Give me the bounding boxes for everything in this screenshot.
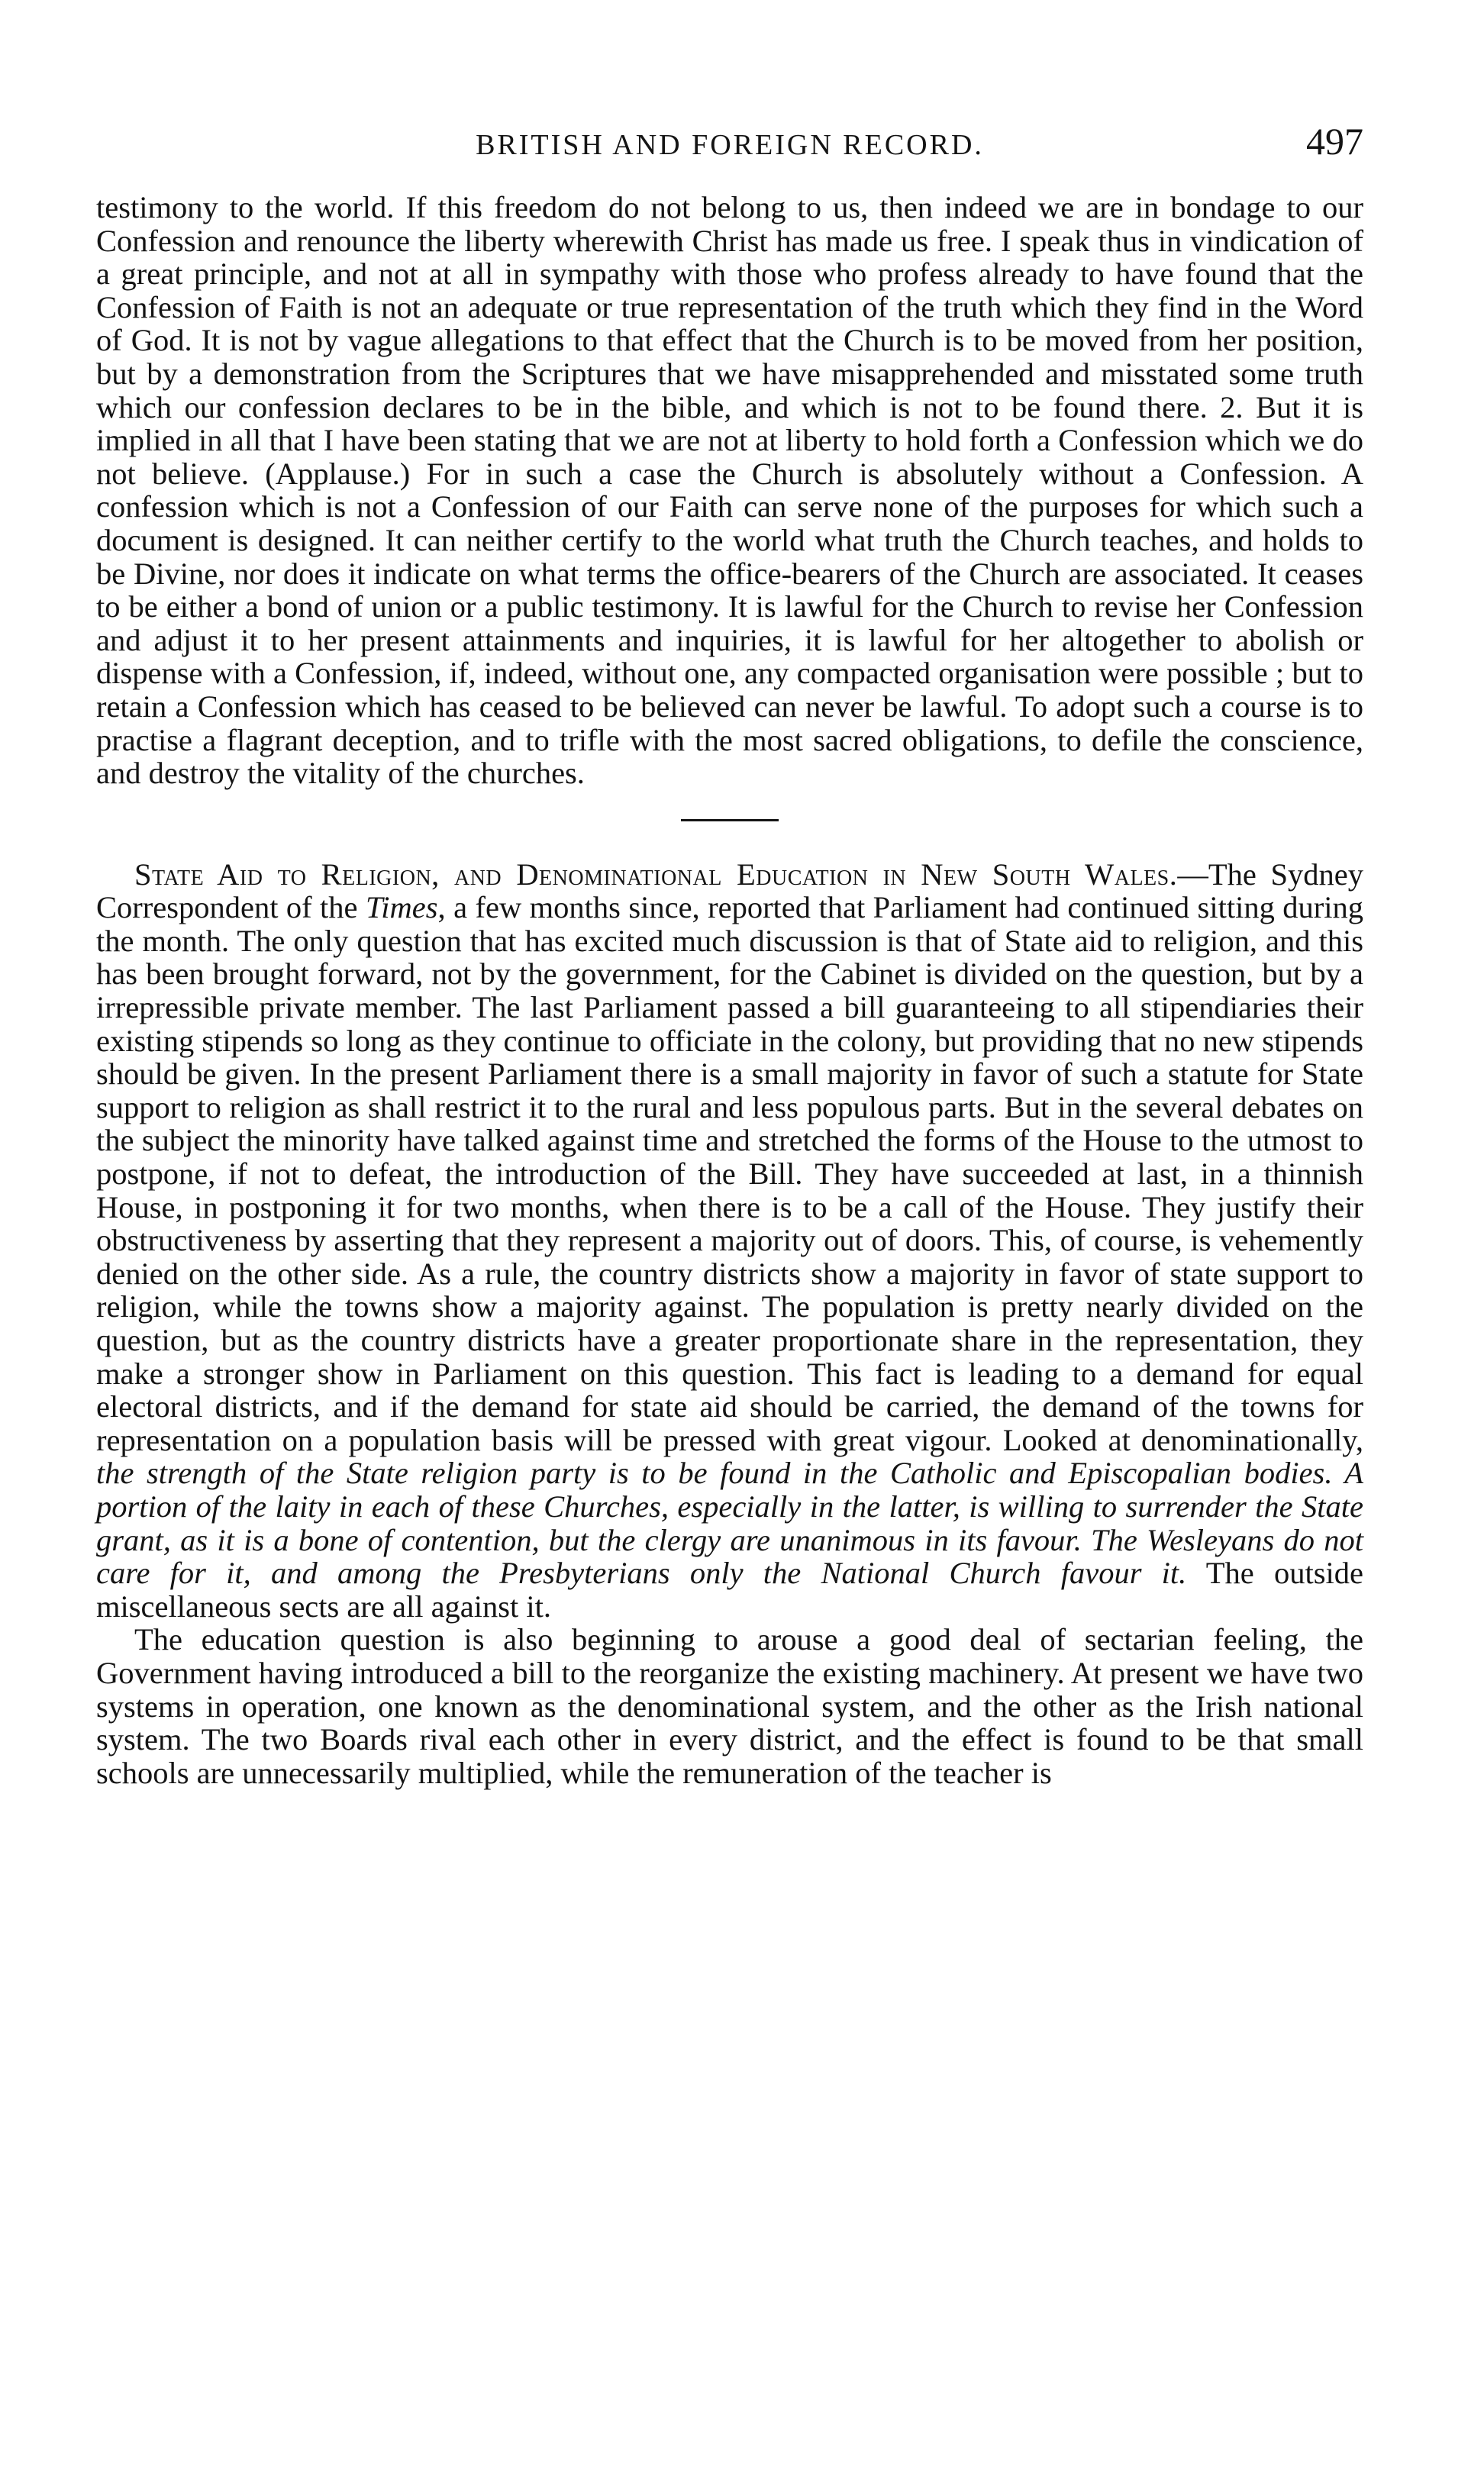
paragraph-confession: testimony to the world. If this freedom do not belong to us, then indeed we are in bondage to our Confession and renounce the liberty wherewith Christ has made us free. I speak thus in vindication of a great principle, and not at all in sympathy with those who profess already to have found that the Confession of Faith is not an adequate or true representation of the truth which they find in the Word of God. It is not by vague allegations to that effect that the Church is to be moved from her position, but by a demonstration from the Scriptures that we have misapprehended and misstated some truth which our confession declares to be in the bible, and which is not to be found there. 2. But it is implied in all that I have been stating that we are not at liberty to hold forth a Confession which we do not believe. (Applause.) For in such a case the Church is absolutely without a Confession. A confession which is not a Confession of our Faith can serve none of the purposes for which such a document is designed. It can neither certify to the world what truth the Church teaches, and holds to be Divine, nor does it indicate on what terms the office-bearers of the Church are associated. It ceases to be either a bond of union or a public testimony. It is lawful for the Church to revise her Confession and adjust it to her present attainments and inquiries, it is lawful for her altogether to abolish or dispense with a Confession, if, indeed, without one, any compacted organisation were possible ; but to retain a Confession which has ceased to be believed can never be lawful. To adopt such a course is to practise a flagrant deception, and to trifle with the most sacred obligations, to defile the conscience, and destroy the vitality of the churches. <box>96 190 1363 791</box>
section-divider <box>681 819 779 821</box>
page-number: 497 <box>1306 120 1363 163</box>
paragraph-education: The education question is also beginning to arouse a good deal of sectarian feeling, the Government having introduced a bill to the reorganize the existing machinery. At present we have two systems in operation, one known as the denominational system, and the other as the Irish national system. The two Boards rival each other in every district, and the effect is found to be that small schools are unnecessarily multiplied, while the remuneration of the teacher is <box>96 1622 1363 1790</box>
italic-passage: the strength of the State religion party is to be found in the Catholic and Episcopalian bodies. A portion of the laity in each of these Churches, especially in the latter, is willing to surrender the State grant, as it is a bone of contention, but the clergy are unanimous in its favour. The Wesleyans do not care for it, and among the Presbyterians only the National Church favour it. <box>96 1456 1363 1591</box>
paragraph-text: , a few months since, reported that Parliament had continued sitting during the month. The only question that has excited much discussion is that of State aid to religion, and this has been brought forward, not by the government, for the Cabinet is divided on the question, but by a irrepressible private member. The last Parliament passed a bill guaranteeing to all stipendiaries their existing stipends so long as they continue to officiate in the colony, but providing that no new stipends should be given. In the present Parliament there is a small majority in favor of such a statute for State support to religion as shall restrict it to the rural and less populous parts. But in the several debates on the subject the minority have talked against time and stretched the forms of the House to the utmost to postpone, if not to defeat, the introduction of the Bill. They have succeeded at last, in a thinnish House, in postponing it for two months, when there is to be a call of the House. They justify their obstructiveness by asserting that they represent a majority out of doors. This, of course, is vehemently denied on the other side. As a rule, the country districts show a majority in favor of state support to religion, while the towns show a majority against. The population is pretty nearly divided on the question, but as the country districts have a greater proportionate share in the representation, they make a stronger show in Parliament on this question. This fact is leading to a demand for equal electoral districts, and if the demand for state aid should be carried, the demand of the towns for representation on a population basis will be pressed with great vigour. Looked at denominationally, <box>96 890 1364 1457</box>
running-head <box>96 115 1363 176</box>
newspaper-title: Times <box>365 890 438 925</box>
paragraph-text: The outside miscellaneous sects are all against it. <box>96 1556 1363 1624</box>
paragraph-text: —The Sydney Correspondent of the <box>96 856 1363 925</box>
running-title: BRITISH AND FOREIGN RECORD. <box>476 129 984 161</box>
paragraph-state-aid <box>96 858 1363 1624</box>
section-heading: State Aid to Religion, and Denominational Education in New South Wales. <box>134 856 1178 892</box>
book-page <box>96 115 1363 1789</box>
